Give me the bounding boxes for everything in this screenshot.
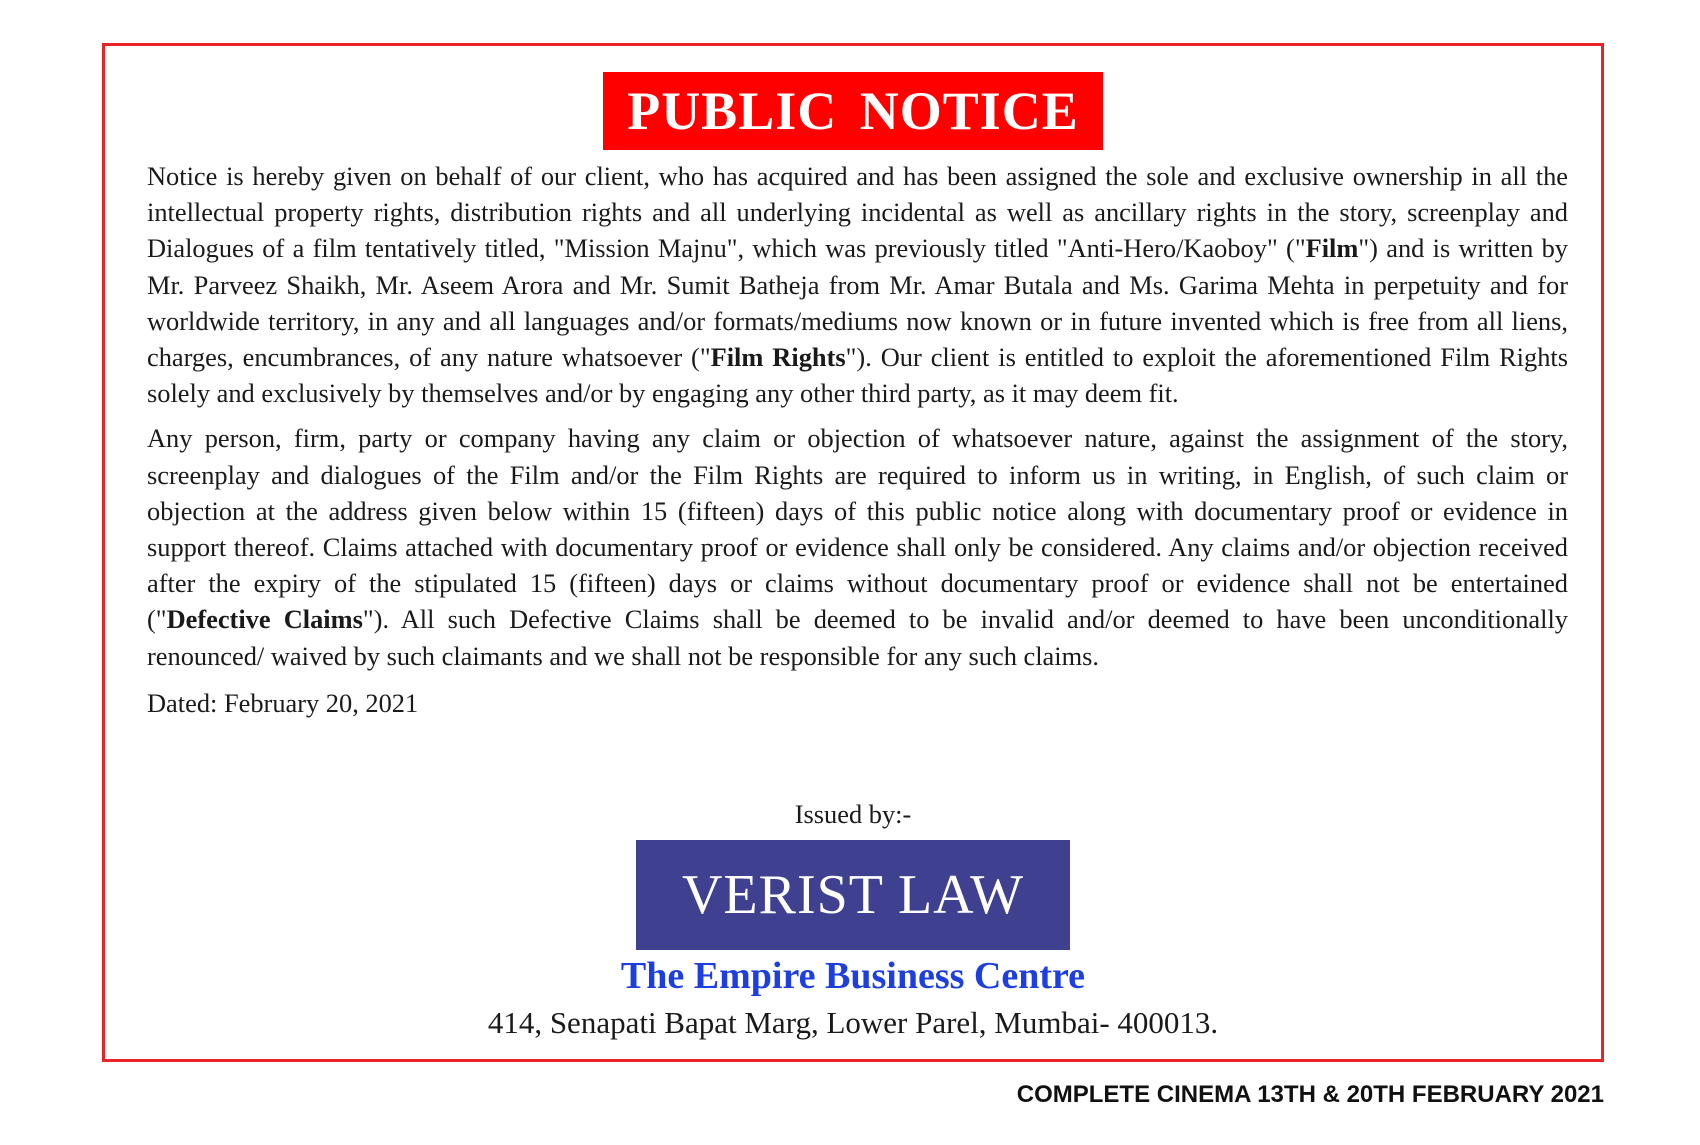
paragraph-1-bold-film: Film <box>1305 233 1359 264</box>
company-address: 414, Senapati Bapat Marg, Lower Parel, Mumbai- 400013. <box>487 1005 1219 1040</box>
company-name: The Empire Business Centre <box>620 955 1086 997</box>
paragraph-1-run: "). Our client is entitled to exploit the aforementioned Film Rights solely and exclusively by themselves and/or by engaging any other third party, as it may deem fit. <box>147 342 1568 409</box>
issued-by-label: Issued by:- <box>794 799 912 829</box>
logo-container <box>105 840 1601 950</box>
paragraph-1-bold-film-rights: Film Rights <box>710 342 846 373</box>
paragraph-1-run: Notice is hereby given on behalf of our client, who has acquired and has been assigned the sole and exclusive ownership in all the intellectual property rights, distribution rights and all underlying incidental as well as ancillary rights in the story, screenplay and Dialogues of a film tentatively titled, "Mission Majnu", which was previously titled "Anti-Hero/Kaoboy" (" <box>147 161 1568 264</box>
paragraph-2-bold-defective-claims: Defective Claims <box>166 604 363 635</box>
notice-title: PUBLIC NOTICE <box>603 72 1103 150</box>
title-container <box>105 72 1601 150</box>
dated-line: Dated: February 20, 2021 <box>147 687 419 718</box>
paragraph-2-run: "). All such Defective Claims shall be deemed to be invalid and/or deemed to have been unconditionally renounced/ waived by such claimants and we shall not be responsible for any such claims. <box>147 604 1568 671</box>
verist-law-logo: VERIST LAW <box>636 840 1070 950</box>
publication-footer: COMPLETE CINEMA 13TH & 20TH FEBRUARY 2021 <box>1016 1081 1604 1108</box>
notice-body <box>147 158 1568 721</box>
paragraph-1 <box>147 158 1568 411</box>
paragraph-2 <box>147 420 1568 673</box>
paragraph-2-run: Any person, firm, party or company having any claim or objection of whatsoever nature, against the assignment of the story, screenplay and dialogues of the Film and/or the Film Rights are required to inform us in writing, in English, of such claim or objection at the address given below within 15 (fifteen) days of this public notice along with documentary proof or evidence in support thereof. Claims attached with documentary proof or evidence shall only be considered. Any claims and/or objection received after the expiry of the stipulated 15 (fifteen) days or claims without documentary proof or evidence shall not be entertained (" <box>147 423 1568 635</box>
paragraph-1-run: ") and is written by Mr. Parveez Shaikh, Mr. Aseem Arora and Mr. Sumit Batheja from Mr. Amar Butala and Ms. Garima Mehta in perpetuity and for worldwide territory, in any and all languages and/or formats/mediums now known or in future invented which is free from all liens, charges, encumbrances, of any nature whatsoever (" <box>147 233 1568 373</box>
notice-frame <box>102 43 1604 1062</box>
